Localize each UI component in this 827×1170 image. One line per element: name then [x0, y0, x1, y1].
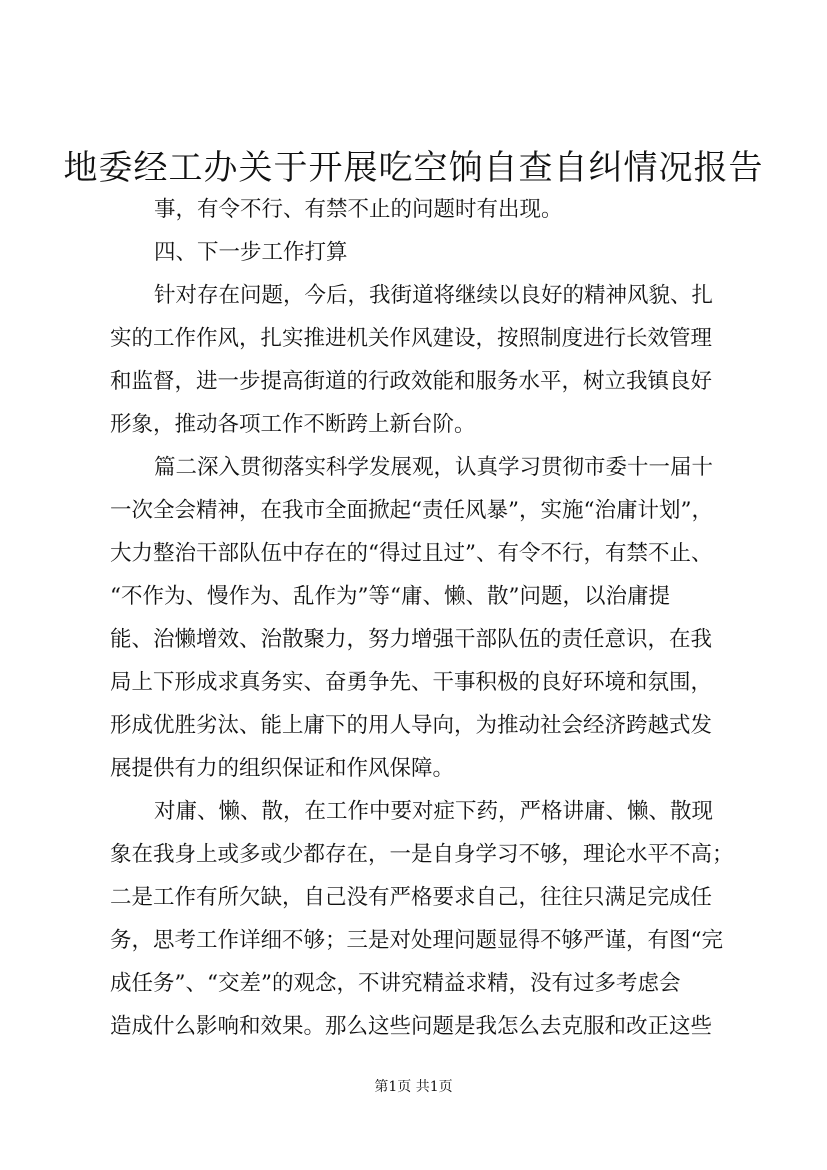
- text-line: 针对存在问题，今后，我街道将继续以良好的精神风貌、扎: [154, 283, 714, 308]
- document-title: 地委经工办关于开展吃空饷自查自纠情况报告: [63, 148, 764, 188]
- document-body: [110, 188, 750, 1048]
- text-line: “不作为、慢作为、乱作为”等“庸、懒、散”问题，以治庸提: [110, 584, 670, 609]
- text-line: 一次全会精神，在我市全面掀起“责任风暴”，实施“治庸计划”，: [110, 498, 713, 523]
- text-line: 二是工作有所欠缺，自己没有严格要求自己，往往只满足完成任: [110, 885, 713, 910]
- text-line: 形成优胜劣汰、能上庸下的用人导向，为推动社会经济跨越式发: [110, 713, 713, 738]
- text-line: 务，思考工作详细不够；三是对处理问题显得不够严谨，有图“完: [110, 928, 723, 953]
- text-line: 四、下一步工作打算: [154, 240, 348, 265]
- text-line: 能、治懒增效、治散聚力，努力增强干部队伍的责任意识，在我: [110, 627, 713, 652]
- text-line: 展提供有力的组织保证和作风保障。: [110, 756, 455, 781]
- text-line: 形象，推动各项工作不断跨上新台阶。: [110, 412, 476, 437]
- text-line: 象在我身上或多或少都存在，一是自身学习不够，理论水平不高；: [110, 842, 734, 867]
- text-line: 局上下形成求真务实、奋勇争先、干事积极的良好环境和氛围，: [110, 670, 713, 695]
- text-line: 事，有令不行、有禁不止的问题时有出现。: [154, 197, 563, 222]
- text-line: 成任务”、“交差”的观念，不讲究精益求精，没有过多考虑会: [110, 971, 681, 996]
- text-line: 大力整治干部队伍中存在的“得过且过”、有令不行，有禁不止、: [110, 541, 713, 566]
- text-line: 篇二深入贯彻落实科学发展观，认真学习贯彻市委十一届十: [154, 455, 714, 480]
- text-line: 实的工作作风，扎实推进机关作风建设，按照制度进行长效管理: [110, 326, 713, 351]
- page-footer: 第1页 共1页: [374, 1079, 453, 1095]
- text-line: 对庸、懒、散，在工作中要对症下药，严格讲庸、懒、散现: [154, 799, 714, 824]
- text-line: 造成什么影响和效果。那么这些问题是我怎么去克服和改正这些: [110, 1014, 713, 1039]
- text-line: 和监督，进一步提高街道的行政效能和服务水平，树立我镇良好: [110, 369, 713, 394]
